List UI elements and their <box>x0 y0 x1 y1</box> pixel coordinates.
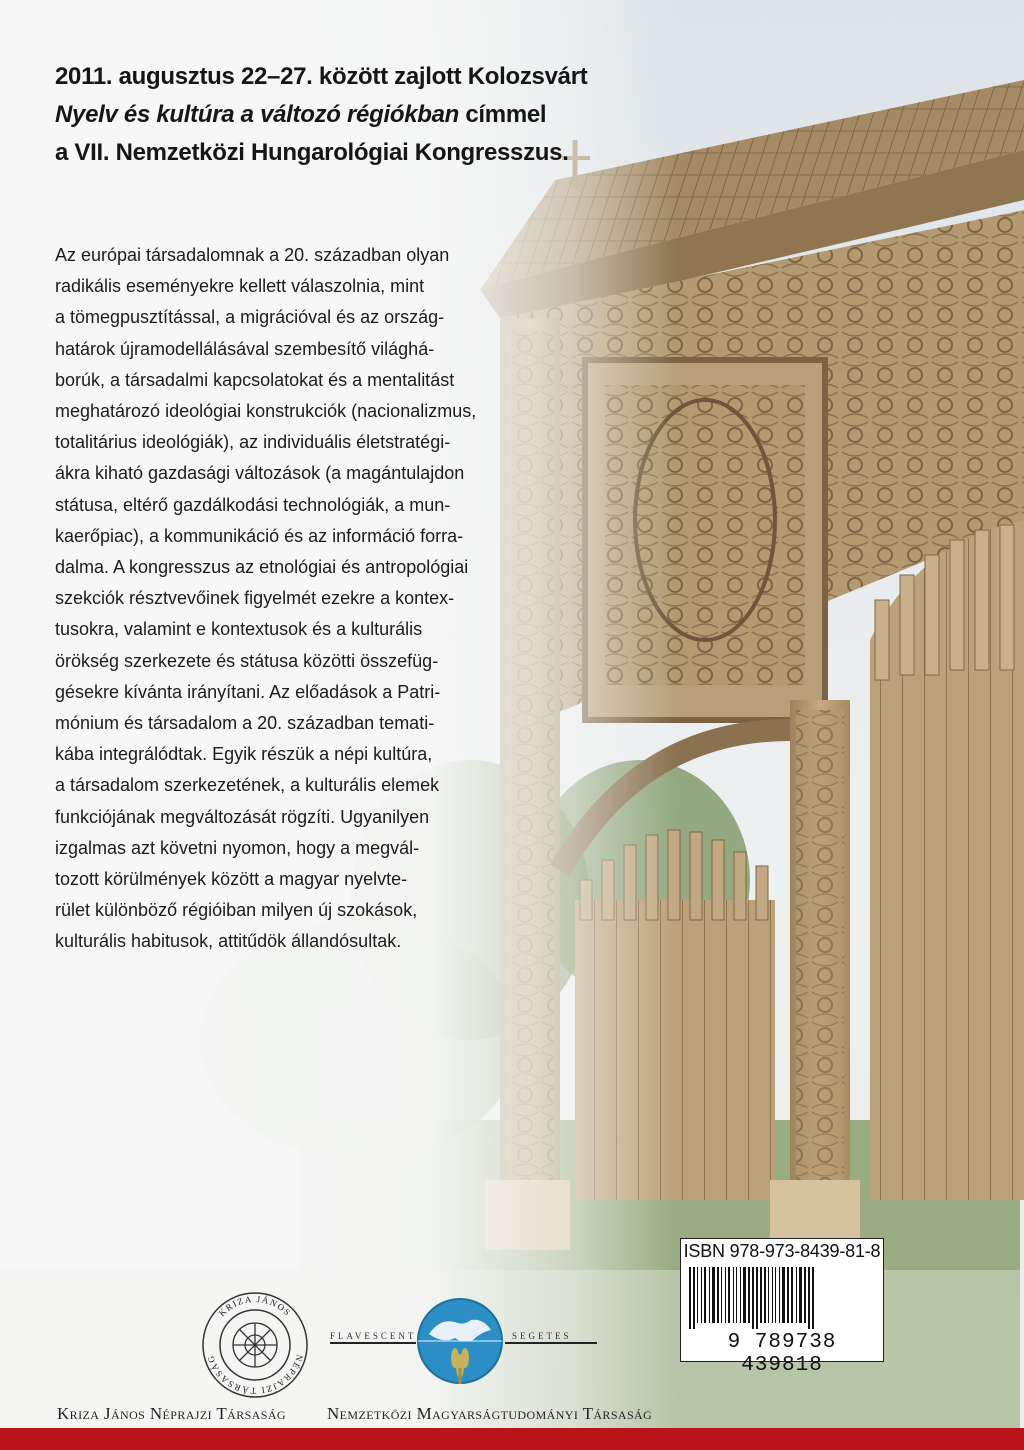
body-line: rület különböző régióiban milyen új szokások, <box>55 900 418 921</box>
logo-ring-top: KRIZA JÁNOS <box>216 1293 294 1319</box>
motto-rule-left <box>330 1342 416 1344</box>
logo-motto-right: SEGETES <box>512 1331 572 1341</box>
barcode-bar <box>712 1267 715 1323</box>
kriza-society-logo <box>200 1290 310 1400</box>
barcode-bar <box>768 1267 769 1323</box>
body-line: meghatározó ideológiai konstrukciók (nacionalizmus, <box>55 401 477 422</box>
heading-line-3: a VII. Nemzetközi Hungarológiai Kongresszus. <box>55 139 569 166</box>
barcode-bar <box>779 1267 780 1323</box>
barcode-bar <box>804 1267 806 1323</box>
isbn-barcode <box>680 1238 884 1377</box>
bottom-red-bar <box>0 1428 1024 1450</box>
body-line: kába integrálódtak. Egyik részük a népi kultúra, <box>55 744 433 765</box>
body-line: kaerőpiac), a kommunikáció és az információ forra- <box>55 525 464 546</box>
barcode-bar <box>756 1267 758 1329</box>
barcode-bar <box>808 1267 810 1329</box>
body-line: a tömegpusztítással, a migrációval és az ország- <box>55 307 445 328</box>
body-line: kulturális habitusok, attitűdök állandósultak. <box>55 931 402 952</box>
barcode-bar <box>697 1267 698 1323</box>
body-line: szekciók résztvevőinek figyelmét ezekre a kontex- <box>55 588 455 609</box>
svg-text:KRIZA JÁNOS <box>217 1294 294 1318</box>
body-line: örökség szerkezete és státusa közötti összefüg- <box>55 650 439 671</box>
barcode-bar <box>760 1267 762 1323</box>
barcode-bar <box>725 1267 726 1323</box>
body-line: Az európai társadalomnak a 20. században olyan <box>55 245 450 265</box>
barcode-bar <box>704 1267 706 1323</box>
barcode-bar <box>701 1267 702 1323</box>
body-line: funkciójának megváltozását rögzíti. Ugyanilyen <box>55 806 430 827</box>
body-line: tozott körülmények között a magyar nyelvte- <box>55 869 408 890</box>
barcode-bar <box>709 1267 710 1323</box>
heading-line-2 <box>55 96 615 134</box>
body-line: tusokra, valamint e kontextusok és a kulturális <box>55 619 423 640</box>
magyarsagtudomanyi-society-name: Nemzetközi Magyarságtudományi Társaság <box>327 1404 653 1423</box>
body-line: mónium és társadalom a 20. században temati- <box>55 713 435 734</box>
body-line: borúk, a társadalmi kapcsolatokat és a mentalitást <box>55 369 455 390</box>
body-line: izgalmas azt követni nyomon, hogy a megvál- <box>55 837 420 858</box>
barcode-bar <box>748 1267 750 1323</box>
body-line: totalitárius ideológiák), az individuális életstratégi- <box>55 432 451 453</box>
barcode-bar <box>717 1267 719 1323</box>
barcode-bar <box>736 1267 737 1323</box>
magyarsagtudomanyi-society-logo <box>415 1296 505 1386</box>
heading-block <box>55 58 615 172</box>
conference-title: Nyelv és kultúra a változó régiókban <box>55 101 460 128</box>
isbn-text: ISBN 978-973-8439-81-8 <box>683 1241 881 1261</box>
kriza-society-name: Kriza János Néprajzi Társaság <box>57 1404 286 1423</box>
body-line: radikális eseményekre kellett válaszolnia, mint <box>55 276 425 297</box>
barcode-bar <box>740 1267 741 1323</box>
body-line: státusa, eltérő gazdálkodási technológiák, a mun- <box>55 494 451 515</box>
logo-motto-left: FLAVESCENT <box>330 1331 417 1341</box>
logo-ring-bottom: NÉPRAJZI TÁRSASÁG <box>205 1353 305 1397</box>
barcode-bar <box>787 1267 789 1323</box>
barcode-bar <box>791 1267 793 1323</box>
barcode-bar <box>689 1267 691 1329</box>
barcode-bar <box>693 1267 695 1329</box>
ean-digits: 9 789738 439818 <box>727 1331 837 1377</box>
heading-line-1: 2011. augusztus 22–27. között zajlott Kolozsvárt <box>55 63 588 90</box>
barcode-bar <box>721 1267 722 1323</box>
barcode-bar <box>782 1267 785 1323</box>
barcode-bar <box>796 1267 797 1323</box>
body-line: ákra kiható gazdasági változások (a magántulajdon <box>55 463 465 484</box>
barcode-bars <box>687 1267 877 1329</box>
barcode-bar <box>812 1267 814 1329</box>
body-line: határok újramodellálásával szembesítő világhá- <box>55 338 435 359</box>
heading-line-2-rest: címmel <box>459 101 547 128</box>
barcode-bar <box>764 1267 766 1323</box>
barcode-bar <box>733 1267 734 1323</box>
barcode-bar <box>728 1267 730 1323</box>
motto-rule-right <box>505 1342 597 1344</box>
barcode-bar <box>743 1267 746 1323</box>
barcode-bar <box>752 1267 754 1329</box>
body-line: a társadalom szerkezetének, a kulturális elemek <box>55 775 440 796</box>
body-paragraph <box>55 240 495 958</box>
barcode-bar <box>772 1267 773 1323</box>
body-line: gésekre kívánta irányítani. Az előadások a Patri- <box>55 681 441 702</box>
barcode-bar <box>799 1267 802 1323</box>
barcode-bar <box>775 1267 776 1323</box>
body-line: dalma. A kongresszus az etnológiai és antropológiai <box>55 557 469 578</box>
